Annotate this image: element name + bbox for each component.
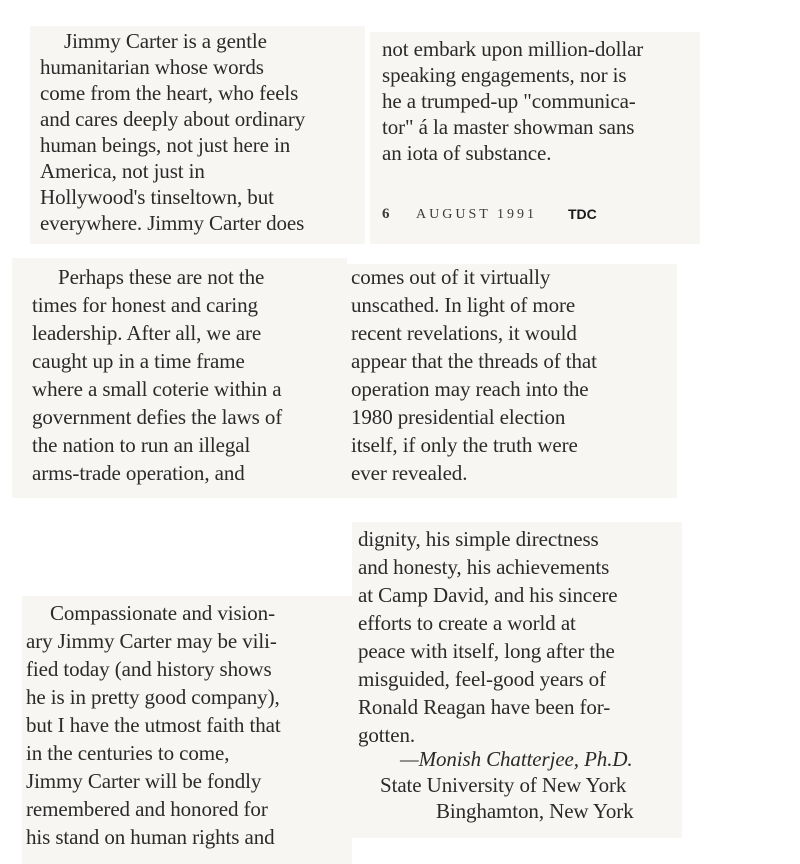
author-location: Binghamton, New York — [436, 799, 634, 823]
text-line: misguided, feel-good years of — [358, 667, 606, 691]
text-line: comes out of it virtually — [351, 265, 551, 289]
text-line: dignity, his simple directness — [358, 527, 599, 551]
text-line: speaking engagements, nor is — [382, 63, 627, 87]
magazine-logo: TDC — [568, 206, 597, 222]
text-line: government defies the laws of — [32, 405, 283, 429]
text-line: tor" á la master showman sans — [382, 115, 635, 139]
author-signature: —Monish Chatterjee, Ph.D. — [400, 747, 633, 771]
text-line: America, not just in — [40, 159, 205, 183]
text-line: he a trumped-up "communica- — [382, 89, 636, 113]
text-line: recent revelations, it would — [351, 321, 577, 345]
text-line: but I have the utmost faith that — [26, 713, 281, 737]
text-line: operation may reach into the — [351, 377, 589, 401]
text-line: his stand on human rights and — [26, 825, 275, 849]
text-line: caught up in a time frame — [32, 349, 245, 373]
text-line: peace with itself, long after the — [358, 639, 615, 663]
text-line: he is in pretty good company), — [26, 685, 280, 709]
text-line: human beings, not just here in — [40, 133, 291, 157]
text-line: the nation to run an illegal — [32, 433, 251, 457]
letter-clip-2 — [370, 32, 700, 244]
text-line: an iota of substance. — [382, 141, 552, 165]
text-line: everywhere. Jimmy Carter does — [40, 211, 305, 235]
letter-clip-5 — [22, 596, 352, 864]
text-line: humanitarian whose words — [40, 55, 264, 79]
text-line: times for honest and caring — [32, 293, 258, 317]
text-line: and honesty, his achievements — [358, 555, 610, 579]
text-line: at Camp David, and his sincere — [358, 583, 618, 607]
author-affiliation: State University of New York — [380, 773, 627, 797]
text-line: gotten. — [358, 723, 416, 747]
text-line: efforts to create a world at — [358, 611, 576, 635]
text-line: ever revealed. — [351, 461, 468, 485]
text-line: arms-trade operation, and — [32, 461, 245, 485]
letter-clip-6 — [352, 522, 682, 838]
issue-date: AUGUST 1991 — [416, 207, 538, 222]
text-line: Jimmy Carter is a gentle — [64, 29, 267, 53]
text-line: ary Jimmy Carter may be vili- — [26, 629, 277, 653]
text-line: unscathed. In light of more — [351, 293, 576, 317]
text-line: 1980 presidential election — [351, 405, 566, 429]
text-line: Perhaps these are not the — [58, 265, 265, 289]
letter-clip-3 — [12, 258, 347, 498]
text-line: Ronald Reagan have been for- — [358, 695, 611, 719]
text-line: Hollywood's tinseltown, but — [40, 185, 274, 209]
text-line: leadership. After all, we are — [32, 321, 262, 345]
letter-clip-1 — [30, 26, 365, 244]
page-footer — [382, 207, 682, 227]
text-line: fied today (and history shows — [26, 657, 272, 681]
text-line: not embark upon million-dollar — [382, 37, 644, 61]
text-line: itself, if only the truth were — [351, 433, 578, 457]
text-line: Compassionate and vision- — [50, 601, 275, 625]
text-line: appear that the threads of that — [351, 349, 597, 373]
text-line: where a small coterie within a — [32, 377, 282, 401]
text-line: in the centuries to come, — [26, 741, 230, 765]
text-line: Jimmy Carter will be fondly — [26, 769, 262, 793]
letter-clip-4 — [347, 264, 677, 498]
text-line: remembered and honored for — [26, 797, 268, 821]
page-number: 6 — [382, 206, 390, 222]
text-line: and cares deeply about ordinary — [40, 107, 306, 131]
text-line: come from the heart, who feels — [40, 81, 299, 105]
